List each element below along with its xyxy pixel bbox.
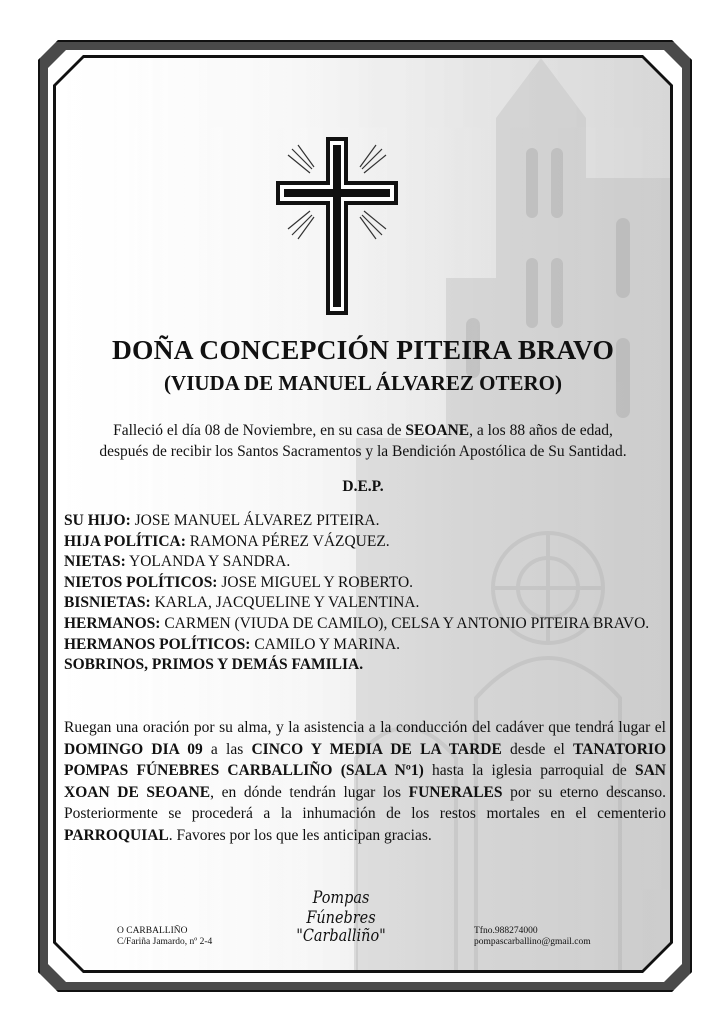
family-row bbox=[64, 573, 666, 594]
announcement-text: Falleció el día 08 de Noviembre, en su casa de bbox=[113, 422, 406, 439]
footer-email: pompascarballino@gmail.com bbox=[474, 937, 591, 947]
family-member-names: YOLANDA Y SANDRA. bbox=[125, 553, 291, 571]
family-row bbox=[64, 635, 666, 656]
family-row bbox=[64, 532, 666, 553]
place-of-death: SEOANE bbox=[405, 422, 470, 439]
arrangements-text: desde el bbox=[501, 740, 573, 758]
family-member-names: CARMEN (VIUDA DE CAMILO), CELSA Y ANTONIO PITEIRA BRAVO. bbox=[160, 614, 650, 632]
announcement-line-1 bbox=[64, 420, 662, 441]
widow-subtitle: (VIUDA DE MANUEL ÁLVAREZ OTERO) bbox=[164, 371, 562, 395]
footer-contact bbox=[474, 926, 591, 948]
arrangements-text: hasta la iglesia parroquial de bbox=[423, 762, 635, 779]
funeral-home-venue: TANATORIO POMPAS FÚNEBRES CARBALLIÑO (SALA Nº1) bbox=[64, 740, 666, 779]
funeral-day: DOMINGO DIA 09 bbox=[64, 740, 203, 758]
cross-icon bbox=[276, 137, 398, 315]
death-announcement bbox=[64, 420, 662, 462]
church-name: SAN XOAN DE SEOANE bbox=[64, 762, 666, 801]
family-relation-label: HIJA POLÍTICA: bbox=[64, 532, 186, 550]
deceased-name-title: DOÑA CONCEPCIÓN PITEIRA BRAVO bbox=[111, 334, 615, 365]
footer-address bbox=[117, 926, 212, 948]
extended-family-line: SOBRINOS, PRIMOS Y DEMÁS FAMILIA. bbox=[64, 656, 364, 674]
family-list bbox=[64, 511, 666, 676]
footer-street: C/Fariña Jamardo, nº 2-4 bbox=[117, 937, 213, 947]
family-relation-label: NIETOS POLÍTICOS: bbox=[64, 573, 218, 591]
family-member-names: RAMONA PÉREZ VÁZQUEZ. bbox=[185, 532, 390, 550]
dep-heading: D.E.P. bbox=[342, 478, 384, 495]
family-row bbox=[64, 511, 666, 532]
family-row bbox=[64, 614, 666, 635]
arrangements-text: , en dónde tendrán lugar los bbox=[210, 783, 409, 801]
cross-emblem bbox=[262, 137, 412, 315]
announcement-text: , a los 88 años de edad, bbox=[469, 422, 613, 439]
family-member-names: KARLA, JACQUELINE Y VALENTINA. bbox=[150, 594, 420, 612]
logo-line-1: Pompas Fúnebres bbox=[306, 888, 376, 928]
announcement-line-2: después de recibir los Santos Sacramentos y la Bendición Apostólica de Su Santidad. bbox=[99, 443, 627, 460]
family-row bbox=[64, 593, 666, 614]
arrangements-text: Ruegan una oración por su alma, y la asistencia a la conducción del cadáver que tendrá lugar el bbox=[64, 719, 666, 736]
family-relation-label: HERMANOS: bbox=[64, 614, 161, 632]
arrangements-text: . Favores por los que les anticipan gracias. bbox=[168, 826, 432, 844]
arrangements-text: a las bbox=[202, 740, 252, 758]
funeral-home-logo bbox=[266, 888, 416, 946]
family-row bbox=[64, 552, 666, 573]
family-relation-label: SU HIJO: bbox=[64, 512, 131, 529]
logo-line-2: "Carballiño" bbox=[296, 926, 386, 946]
footer-city: O CARBALLIÑO bbox=[117, 926, 188, 936]
funeral-time: CINCO Y MEDIA DE LA TARDE bbox=[251, 740, 502, 758]
funeral-arrangements bbox=[64, 717, 666, 846]
family-relation-label: HERMANOS POLÍTICOS: bbox=[64, 635, 251, 653]
family-relation-label: BISNIETAS: bbox=[64, 594, 151, 612]
family-relation-label: NIETAS: bbox=[64, 553, 126, 571]
funerals-keyword: FUNERALES bbox=[408, 783, 503, 801]
arrangements-text: por su eterno descanso. Posteriormente se procederá a la inhumación de los restos mortales en el cementerio bbox=[64, 783, 666, 822]
family-member-names: JOSE MIGUEL Y ROBERTO. bbox=[217, 573, 414, 591]
footer-phone: Tfno.988274000 bbox=[474, 926, 538, 936]
family-member-names: CAMILO Y MARINA. bbox=[250, 635, 401, 653]
cemetery-name: PARROQUIAL bbox=[64, 826, 169, 844]
family-member-names: JOSE MANUEL ÁLVAREZ PITEIRA. bbox=[130, 512, 380, 529]
